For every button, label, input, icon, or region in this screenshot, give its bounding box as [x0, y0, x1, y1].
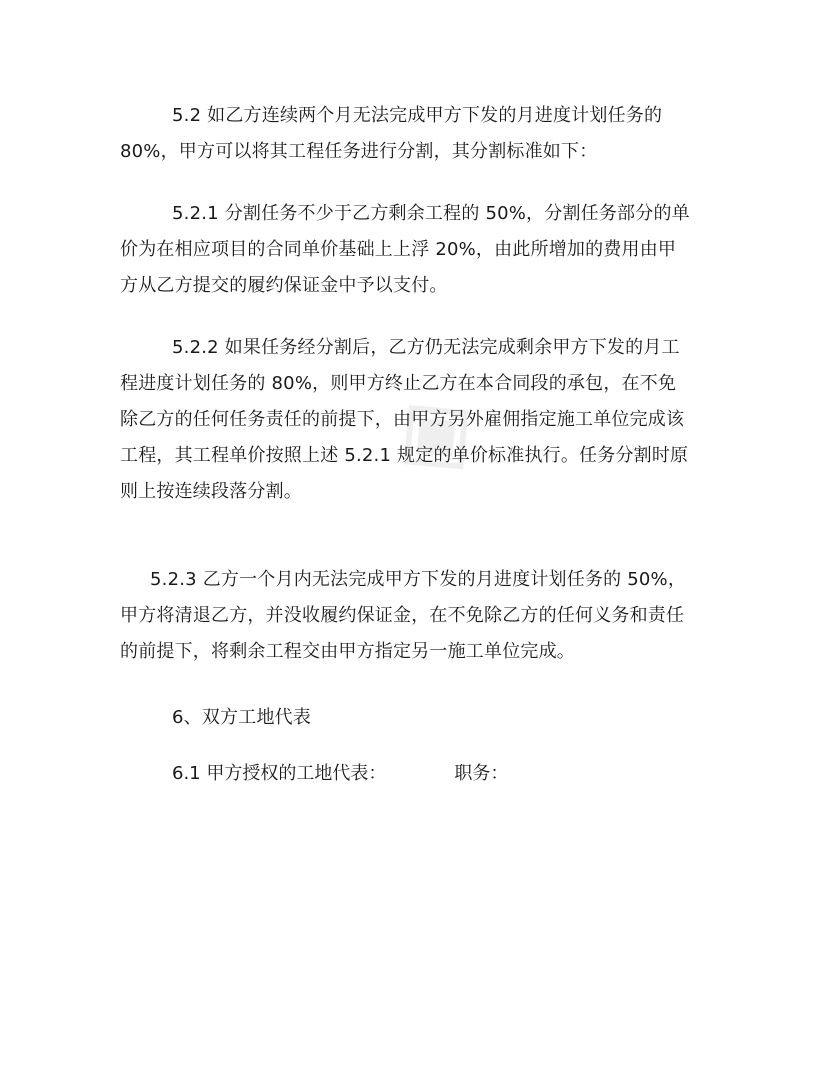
position-label: 职务： — [454, 763, 509, 784]
watermark-logo: ◈ — [356, 353, 504, 507]
paragraph-5-2: 5.2 如乙方连续两个月无法完成甲方下发的月进度计划任务的80%，甲方可以将其工程任务进行分割，其分割标准如下： — [120, 105, 663, 162]
paragraph-5-2-2: 5.2.2 如果任务经分割后，乙方仍无法完成剩余甲方下发的月工程进度计划任务的 80%，则甲方终止乙方在本合同段的承包，在不免除乙方的任何任务责任的前提下，由甲方另外雇佣指定施工单位完成该工程，其工程单价按照上述 5.2.1 规定的单价标准执行。任务分割时原则上按连续段落分割。 — [120, 337, 689, 502]
representative-label: 6.1 甲方授权的工地代表： — [172, 763, 387, 784]
section-heading-6: 6、双方工地代表 — [172, 707, 312, 728]
site-representative-row — [172, 756, 508, 792]
paragraph-5-2-3: 5.2.3 乙方一个月内无法完成甲方下发的月进度计划任务的 50%，甲方将清退乙方，并没收履约保证金，在不免除乙方的任何义务和责任的前提下，将剩余工程交由甲方指定另一施工单位完成。 — [120, 569, 687, 662]
paragraph-5-2-1: 5.2.1 分割任务不少于乙方剩余工程的 50%，分割任务部分的单价为在相应项目的合同单价基础上上浮 20%，由此所增加的费用由甲方从乙方提交的履约保证金中予以支付。 — [120, 203, 690, 296]
